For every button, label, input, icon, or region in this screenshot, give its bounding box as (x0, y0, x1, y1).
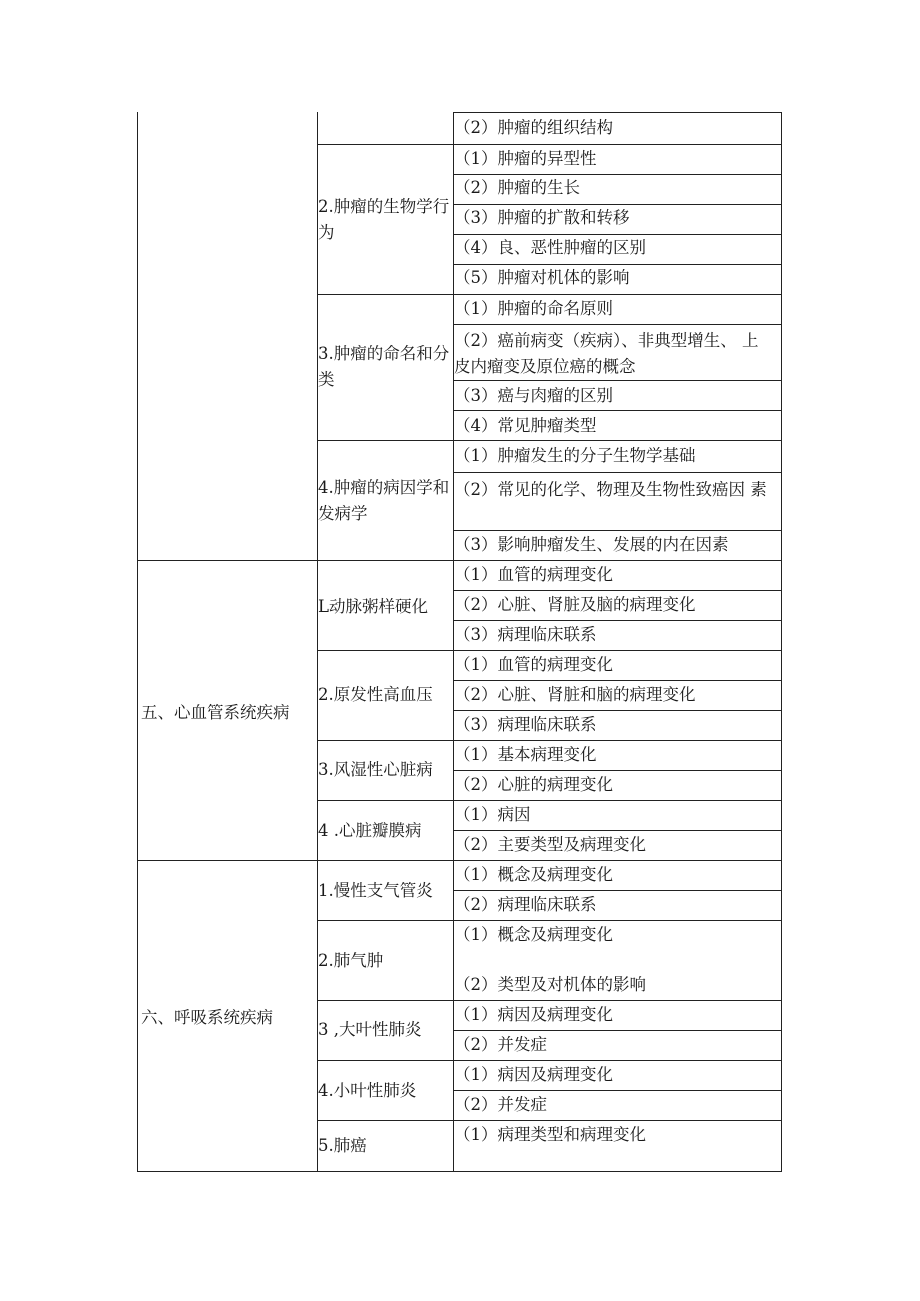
list-item: （1）血管的病理变化 (454, 655, 613, 674)
list-item: （4）常见肿瘤类型 (454, 416, 597, 435)
topic-atherosclerosis: L动脉粥样硬化 (318, 597, 428, 616)
list-item: （3）影响肿瘤发生、发展的内在因素 (454, 535, 729, 554)
list-item: （2）癌前病变（疾病）、非典型增生、 上皮内瘤变及原位癌的概念 (454, 331, 759, 376)
list-item: （3）病理临床联系 (454, 625, 597, 644)
list-item: （2）主要类型及病理变化 (454, 835, 646, 854)
topic-rheumatic-heart: 3.风湿性心脏病 (318, 760, 433, 779)
list-item: （2）病理临床联系 (454, 895, 597, 914)
list-item: （3）癌与肉瘤的区别 (454, 386, 613, 405)
topic-lobar-pneumonia: 3 ,大叶性肺炎 (318, 1020, 422, 1039)
list-item: （2）并发症 (454, 1035, 547, 1054)
topic-tumor-behavior: 2.肿瘤的生物学行为 (318, 197, 450, 242)
topic-emphysema: 2.肺气肿 (318, 951, 384, 970)
list-item: （1）病因 (454, 805, 531, 824)
list-item: （2）类型及对机体的影响 (454, 975, 646, 994)
list-item: （1）肿瘤发生的分子生物学基础 (454, 446, 696, 465)
list-item: （2）肿瘤的组织结构 (454, 118, 613, 137)
list-item: （3）肿瘤的扩散和转移 (454, 208, 630, 227)
list-item: （2）心脏、肾脏及脑的病理变化 (454, 595, 696, 614)
syllabus-table (137, 112, 782, 1172)
list-item: （1）肿瘤的命名原则 (454, 299, 613, 318)
topic-valvular-disease: 4 .心脏瓣膜病 (318, 821, 422, 840)
list-item: （2）并发症 (454, 1095, 547, 1114)
category-respiratory: 六、呼吸系统疾病 (141, 1008, 273, 1027)
topic-lung-cancer: 5.肺癌 (318, 1136, 367, 1155)
category-cardiovascular: 五、心血管系统疾病 (141, 703, 290, 722)
list-item: （4）良、恶性肿瘤的区别 (454, 238, 646, 257)
topic-tumor-naming: 3.肿瘤的命名和分类 (318, 344, 450, 389)
table-border-bottom (137, 1171, 782, 1172)
list-item: （2）常见的化学、物理及生物性致癌因 素 (454, 480, 767, 499)
column-divider-1 (317, 112, 318, 1172)
list-item: （1）概念及病理变化 (454, 925, 613, 944)
list-item: （2）肿瘤的生长 (454, 178, 580, 197)
list-item: （1）病因及病理变化 (454, 1005, 613, 1024)
topic-hypertension: 2.原发性高血压 (318, 685, 433, 704)
list-item: （5）肿瘤对机体的影响 (454, 268, 630, 287)
topic-chronic-bronchitis: 1.慢性支气管炎 (318, 881, 433, 900)
list-item: （1）病理类型和病理变化 (454, 1125, 646, 1144)
list-item: （1）肿瘤的异型性 (454, 149, 597, 168)
topic-tumor-etiology: 4.肿瘤的病因学和发病学 (318, 478, 450, 523)
list-item: （2）心脏、肾脏和脑的病理变化 (454, 685, 696, 704)
topic-lobular-pneumonia: 4.小叶性肺炎 (318, 1081, 417, 1100)
list-item: （1）病因及病理变化 (454, 1065, 613, 1084)
list-item: （1）基本病理变化 (454, 745, 597, 764)
list-item: （1）血管的病理变化 (454, 565, 613, 584)
list-item: （1）概念及病理变化 (454, 865, 613, 884)
table-border-right (781, 112, 782, 1172)
table-border-left (137, 112, 138, 1172)
list-item: （2）心脏的病理变化 (454, 775, 613, 794)
list-item: （3）病理临床联系 (454, 715, 597, 734)
